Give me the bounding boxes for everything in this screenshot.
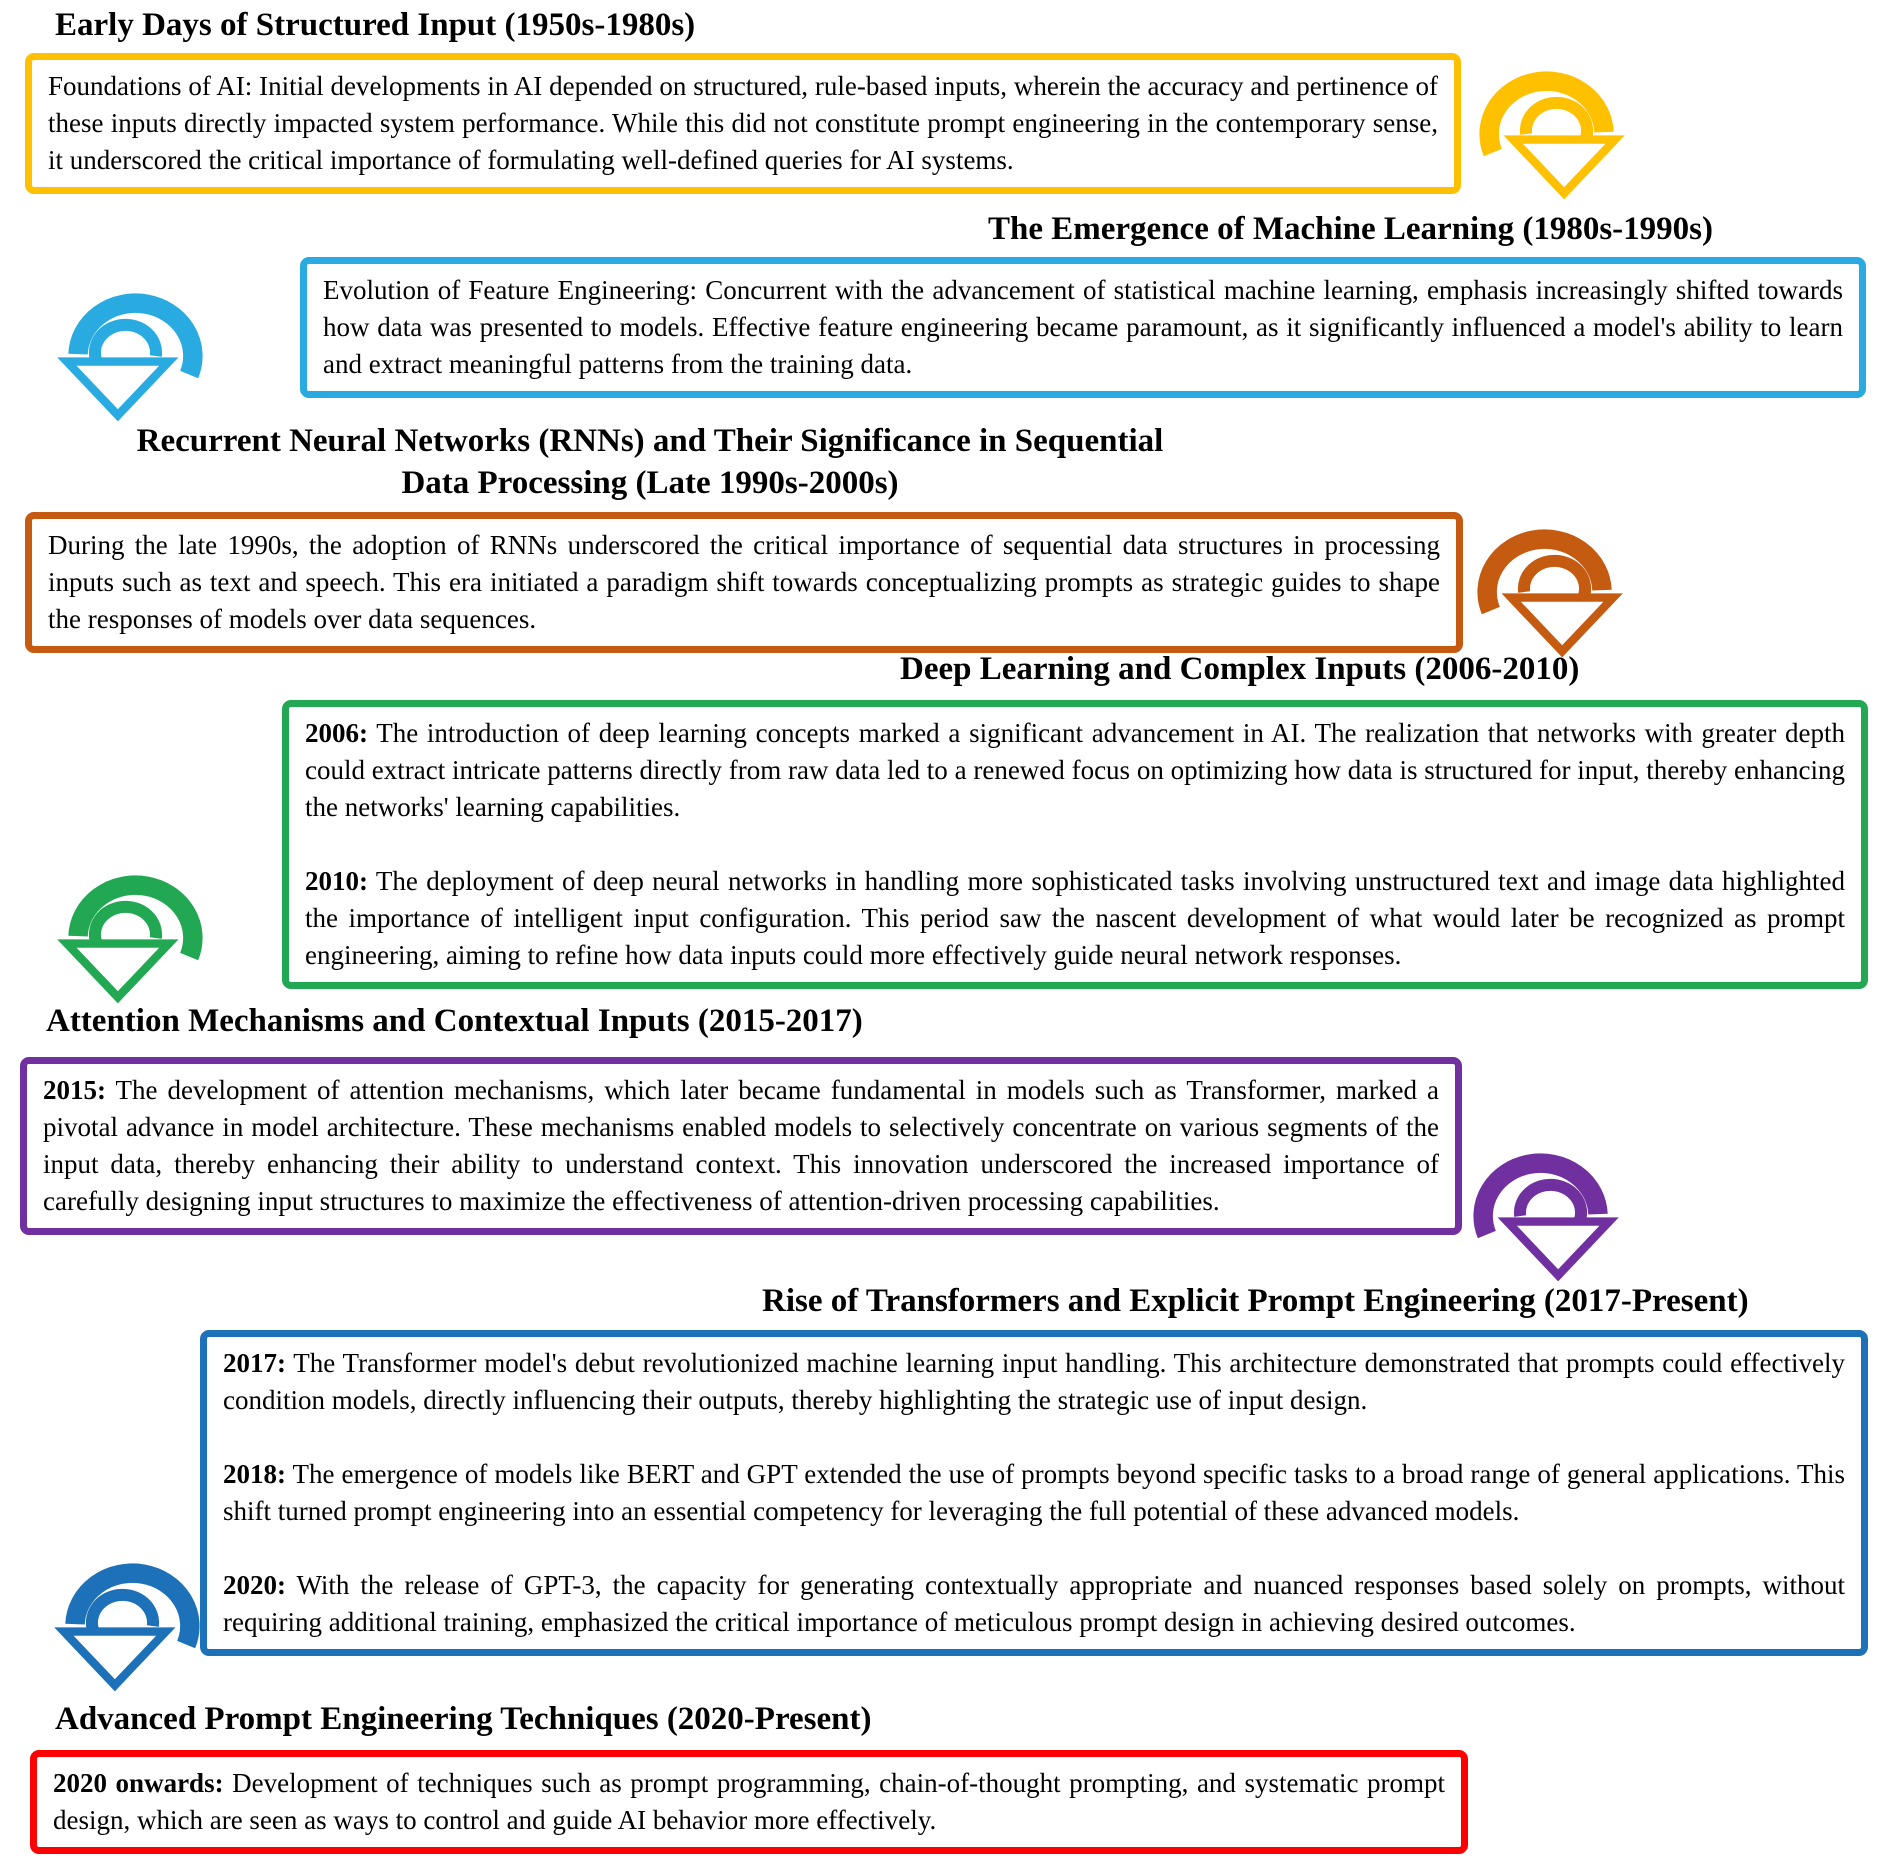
paragraph-text: The emergence of models like BERT and GPT extended the use of prompts beyond specific tasks to a broad range of general applications. This shift turned prompt engineering into an essential competency for leveraging the full potential of these advanced models. <box>223 1459 1845 1526</box>
section-title-line-1: Recurrent Neural Networks (RNNs) and Their Significance in Sequential <box>136 423 1164 459</box>
paragraph-lead: 2018: <box>223 1459 286 1489</box>
timeline-paragraph <box>323 272 1843 383</box>
paragraph-lead: 2020: <box>223 1570 286 1600</box>
timeline-box-early-days <box>25 53 1461 194</box>
curved-down-arrow-icon <box>1478 56 1654 200</box>
timeline-paragraph <box>223 1456 1845 1530</box>
curved-down-arrow-icon <box>28 860 204 1004</box>
timeline-box-attention <box>20 1057 1462 1235</box>
paragraph-text: The deployment of deep neural networks in handling more sophisticated tasks involving unstructured text and image data highlighted the importance of intelligent input configuration. This period saw the nascent development of what would later be recognized as prompt engineering, aiming to refine how data inputs could more effectively guide neural network responses. <box>305 866 1845 970</box>
timeline-box-rnns <box>25 512 1463 653</box>
timeline-box-machine-learning <box>300 257 1866 398</box>
curved-down-arrow-icon <box>25 1548 201 1692</box>
timeline-paragraph <box>223 1567 1845 1641</box>
curved-down-arrow-icon <box>28 278 204 422</box>
paragraph-lead: 2015: <box>43 1075 106 1105</box>
paragraph-text: Development of techniques such as prompt programming, chain-of-thought prompting, and systematic prompt design, which are seen as ways to control and guide AI behavior more effectively. <box>53 1768 1446 1835</box>
paragraph-lead: 2017: <box>223 1348 286 1378</box>
paragraph-text: During the late 1990s, the adoption of RNNs underscored the critical importance of sequential data structures in processing inputs such as text and speech. This era initiated a paradigm shift towards conceptualizing prompts as strategic guides to shape the responses of models over data sequences. <box>48 530 1440 634</box>
paragraph-text: With the release of GPT-3, the capacity for generating contextually appropriate and nuanced responses based solely on prompts, without requiring additional training, emphasized the critical importance of meticulous prompt design in achieving desired outcomes. <box>223 1570 1845 1637</box>
section-title-machine-learning: The Emergence of Machine Learning (1980s-1990s) <box>988 211 1713 247</box>
timeline-box-advanced-prompting <box>30 1750 1468 1854</box>
timeline-paragraph <box>48 527 1440 638</box>
paragraph-text: The Transformer model's debut revolutionized machine learning input handling. This architecture demonstrated that prompts could effectively condition models, directly influencing their outputs, thereby highlighting the strategic use of input design. <box>223 1348 1845 1415</box>
section-title-deep-learning: Deep Learning and Complex Inputs (2006-2010) <box>900 651 1580 687</box>
section-title-transformers: Rise of Transformers and Explicit Prompt Engineering (2017-Present) <box>762 1283 1749 1319</box>
section-title-line-2: Data Processing (Late 1990s-2000s) <box>401 465 899 501</box>
section-title-attention: Attention Mechanisms and Contextual Inputs (2015-2017) <box>46 1003 863 1039</box>
timeline-paragraph <box>43 1072 1439 1220</box>
paragraph-lead: 2006: <box>305 718 368 748</box>
section-title-early-days: Early Days of Structured Input (1950s-1980s) <box>55 7 696 43</box>
paragraph-lead: 2010: <box>305 866 368 896</box>
timeline-paragraph <box>305 863 1845 974</box>
timeline-paragraph <box>53 1765 1445 1839</box>
section-title-advanced-prompting: Advanced Prompt Engineering Techniques (2020-Present) <box>55 1701 872 1737</box>
timeline-box-deep-learning <box>282 700 1868 989</box>
paragraph-text: The development of attention mechanisms, which later became fundamental in models such as Transformer, marked a pivotal advance in model architecture. These mechanisms enabled models to selectively concentrate on various segments of the input data, thereby enhancing their ability to understand context. This innovation underscored the increased importance of carefully designing input structures to maximize the effectiveness of attention-driven processing capabilities. <box>43 1075 1439 1216</box>
paragraph-lead: 2020 onwards: <box>53 1768 224 1798</box>
curved-down-arrow-icon <box>1476 514 1652 658</box>
timeline-paragraph <box>305 715 1845 826</box>
section-title-rnns <box>30 420 1270 504</box>
paragraph-text: Evolution of Feature Engineering: Concurrent with the advancement of statistical machine learning, emphasis increasingly shifted towards how data was presented to models. Effective feature engineering became paramount, as it significantly influenced a model's ability to learn and extract meaningful patterns from the training data. <box>323 275 1843 379</box>
curved-down-arrow-icon <box>1472 1138 1648 1282</box>
paragraph-text: Foundations of AI: Initial developments in AI depended on structured, rule-based inputs, wherein the accuracy and pertinence of these inputs directly impacted system performance. While this did not constitute prompt engineering in the contemporary sense, it underscored the critical importance of formulating well-defined queries for AI systems. <box>48 71 1438 175</box>
timeline-paragraph <box>48 68 1438 179</box>
timeline-paragraph <box>223 1345 1845 1419</box>
paragraph-text: The introduction of deep learning concepts marked a significant advancement in AI. The realization that networks with greater depth could extract intricate patterns directly from raw data led to a renewed focus on optimizing how data is structured for input, thereby enhancing the networks' learning capabilities. <box>305 718 1845 822</box>
timeline-box-transformers <box>200 1330 1868 1656</box>
